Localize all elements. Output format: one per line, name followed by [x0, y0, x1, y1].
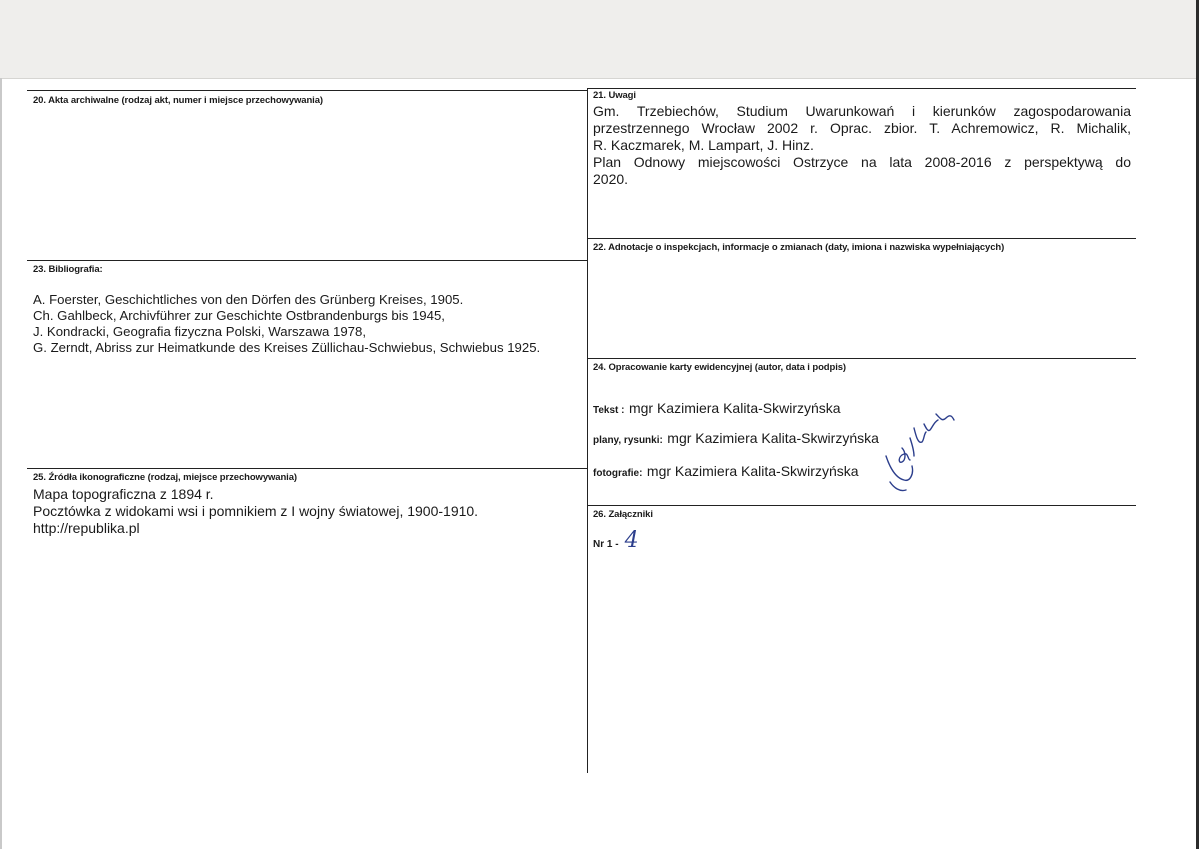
- author-row-drawings: [593, 430, 879, 448]
- author-row-value: mgr Kazimiera Kalita-Skwirzyńska: [628, 400, 841, 416]
- bibliography-list: [33, 292, 583, 356]
- notes-line: Gm. Trzebiechów, Studium Uwarunkowań i kierunków zagospodarowania: [593, 103, 1131, 119]
- field-21-label: 21. Uwagi: [593, 90, 636, 101]
- field-20-label: 20. Akta archiwalne (rodzaj akt, numer i miejsce przechowywania): [33, 95, 323, 106]
- rule-25: [27, 468, 587, 469]
- bibliography-item: G. Zerndt, Abriss zur Heimatkunde des Kreises Züllichau-Schwiebus, Schwiebus 1925.: [33, 340, 541, 355]
- rule-26: [588, 505, 1136, 506]
- bibliography-item: A. Foerster, Geschichtliches von den Dörfen des Grünberg Kreises, 1905.: [33, 292, 464, 307]
- scanner-margin: [0, 0, 1199, 79]
- author-row-value: mgr Kazimiera Kalita-Skwirzyńska: [646, 463, 859, 479]
- attachments-handwritten-number: 4: [624, 528, 639, 553]
- field-25-label: 25. Źródła ikonograficzne (rodzaj, miejsce przechowywania): [33, 472, 297, 483]
- iconography-item: Pocztówka z widokami wsi i pomnikiem z I wojny światowej, 1900-1910.: [33, 503, 479, 519]
- attachments-prefix: Nr 1 -: [593, 539, 619, 550]
- rule-top-left: [27, 90, 587, 91]
- notes-line: 2020.: [593, 171, 629, 187]
- field-21-notes: [593, 103, 1131, 188]
- scan-edge-left: [0, 78, 2, 849]
- handwritten-signature: [884, 408, 964, 498]
- author-row-text: [593, 400, 841, 418]
- bibliography-item: Ch. Gahlbeck, Archivführer zur Geschichte Ostbrandenburgs bis 1945,: [33, 308, 445, 323]
- rule-24: [588, 358, 1136, 359]
- author-row-photos: [593, 463, 859, 481]
- author-row-label: plany, rysunki:: [593, 435, 663, 446]
- iconography-item: Mapa topograficzna z 1894 r.: [33, 486, 214, 502]
- field-22-label: 22. Adnotacje o inspekcjach, informacje o zmianach (daty, imiona i nazwiska wypełniających): [593, 242, 1005, 253]
- bibliography-item: J. Kondracki, Geografia fizyczna Polski, Warszawa 1978,: [33, 324, 367, 339]
- field-24-label: 24. Opracowanie karty ewidencyjnej (autor, data i podpis): [593, 362, 846, 373]
- field-23-label: 23. Bibliografia:: [33, 264, 103, 275]
- notes-line: przestrzennego Wrocław 2002 r. Oprac. zbior. T. Achremowicz, R. Michalik,: [593, 120, 1131, 136]
- author-row-value: mgr Kazimiera Kalita-Skwirzyńska: [667, 430, 879, 446]
- rule-top-right: [588, 88, 1136, 89]
- iconography-item: http://republika.pl: [33, 520, 140, 536]
- author-row-label: Tekst :: [593, 405, 625, 416]
- author-row-label: fotografie:: [593, 468, 643, 479]
- field-26-label: 26. Załączniki: [593, 509, 653, 520]
- iconography-sources: [33, 486, 583, 537]
- notes-line: Plan Odnowy miejscowości Ostrzyce na lata 2008-2016 z perspektywą do: [593, 154, 1131, 170]
- rule-23: [27, 260, 587, 261]
- column-divider: [587, 88, 588, 773]
- rule-22: [588, 238, 1136, 239]
- notes-line: R. Kaczmarek, M. Lampart, J. Hinz.: [593, 137, 814, 153]
- attachments-count: [593, 528, 639, 553]
